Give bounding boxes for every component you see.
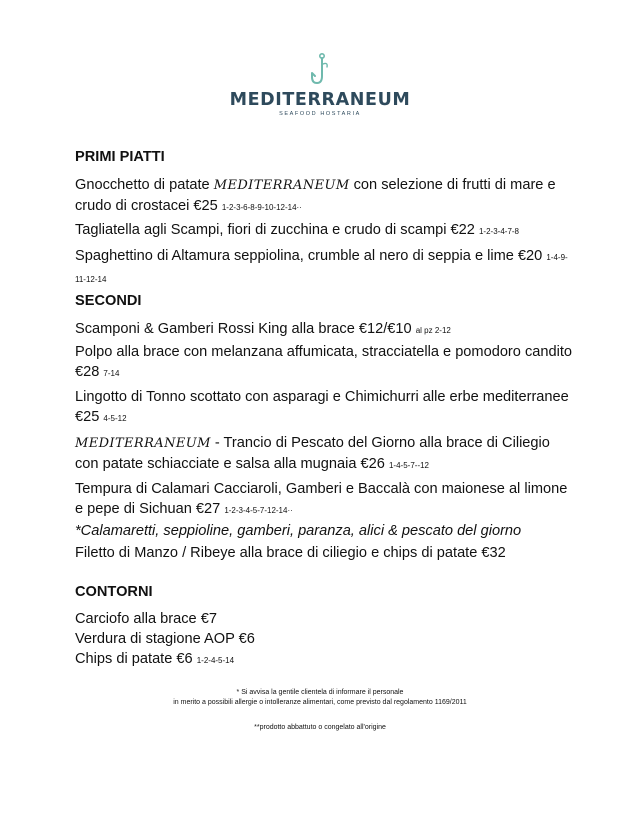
contorni-item-carciofo: Carciofo alla brace €7 [75, 611, 217, 627]
contorni-item-verdura: Verdura di stagione AOP €6 [75, 631, 255, 647]
allergens: 1-2-4-5-14 [196, 656, 235, 665]
secondi-item-tonno: Lingotto di Tonno scottato con asparagi e Chimichurri alle erbe mediterranee €25 4-5-12 [75, 389, 569, 425]
allergens: 4-5-12 [103, 414, 127, 423]
primi-item-gnocchetto: Gnocchetto di patate MEDITERRANEUM con selezione di frutti di mare e crudo di crostacei €25 1-2-3-6-8-9-10-12-14·· [75, 177, 556, 214]
section-secondi-title: SECONDI [75, 293, 142, 309]
allergy-notice: * Si avvisa la gentile clientela di informare il personale in merito a possibili allergie o intolleranze alimentari, come previsto dal regolamento 1169/2011 [173, 689, 467, 706]
contorni-item-chips: Chips di patate €6 1-2-4-5-14 [75, 651, 235, 667]
allergens: 1-2-3-6-8-9-10-12-14·· [221, 203, 302, 212]
hook-logo-icon [309, 52, 331, 88]
brand-tagline: SEAFOOD HOSTARIA [279, 111, 361, 117]
secondi-item-polpo: Polpo alla brace con melanzana affumicata, stracciatella e pomodoro candito €28 7-14 [75, 344, 573, 380]
tempura-note: *Calamaretti, seppioline, gamberi, paranza, alici & pescato del giorno [75, 523, 522, 539]
logo [0, 52, 640, 117]
allergens: 1-4-9-11-12-14 [75, 253, 568, 284]
allergens: al pz 2-12 [415, 326, 451, 335]
allergens: 1-2-3-4-7-8 [478, 227, 519, 236]
section-primi-title: PRIMI PIATTI [75, 149, 165, 165]
brand-inline: MEDITERRANEUM [213, 178, 350, 193]
brand-inline: MEDITERRANEUM [75, 436, 211, 451]
primi-item-spaghettino: Spaghettino di Altamura seppiolina, crumble al nero di seppia e lime €20 1-4-9-11-12-14 [75, 248, 568, 284]
secondi-item-tempura: Tempura di Calamari Cacciaroli, Gamberi e Baccalà con maionese al limone e pepe di Sichuan €27 1-2-3-4-5-7-12-14·· *Calamaretti, seppioline, gamberi, paranza, alici & pescato del giorno [75, 479, 575, 541]
secondi-item-filetto: Filetto di Manzo / Ribeye alla brace di ciliegio e chips di patate €32 [75, 545, 506, 561]
allergens: 1-4-5-7--12 [388, 461, 429, 470]
secondi-item-scamponi: Scamponi & Gamberi Rossi King alla brace €12/€10 al pz 2-12 [75, 321, 451, 337]
frozen-notice: **prodotto abbattuto o congelato all'origine [254, 724, 386, 731]
secondi-item-pescato: MEDITERRANEUM - Trancio di Pescato del Giorno alla brace di Ciliegio con patate schiacciate e salsa alla mugnaia €26 1-4-5-7--12 [75, 435, 550, 472]
primi-item-tagliatella: Tagliatella agli Scampi, fiori di zucchina e crudo di scampi €22 1-2-3-4-7-8 [75, 222, 519, 238]
allergens: 7-14 [103, 369, 120, 378]
brand-name: MEDITERRANEUM [229, 90, 411, 110]
allergens: 1-2-3-4-5-7-12-14·· [224, 506, 293, 515]
section-contorni-title: CONTORNI [75, 584, 153, 600]
